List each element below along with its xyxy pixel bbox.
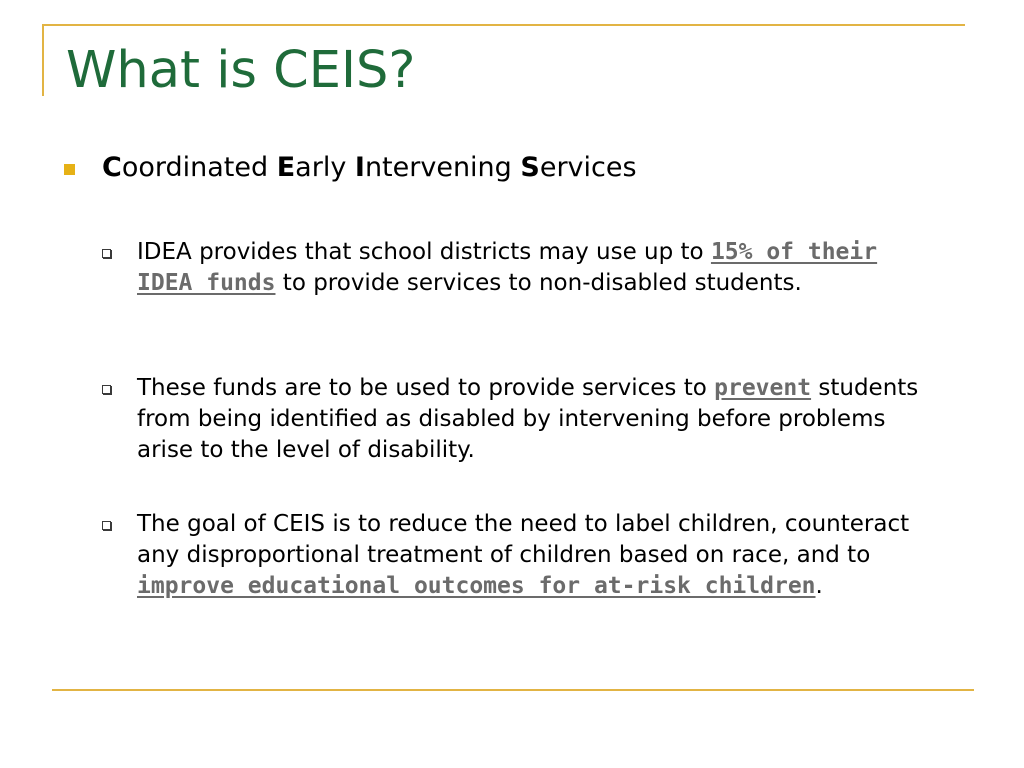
word-rest-services: ervices — [539, 152, 637, 183]
sub-bullet-text-after: students from being identified as disabled by intervening before problems arise to the level of disability. — [137, 375, 919, 463]
hollow-box-bullet-icon — [102, 249, 111, 258]
link-prevent[interactable]: prevent — [714, 375, 812, 401]
link-15-percent-funds[interactable]: 15% of their IDEA funds — [137, 239, 878, 296]
top-frame-line — [42, 24, 965, 26]
sub-bullet-text-after: to provide services to non-disabled students. — [275, 270, 802, 296]
main-bullet-text — [102, 148, 637, 188]
word-rest-early: arly — [295, 152, 355, 183]
hollow-box-bullet-icon — [102, 521, 111, 530]
acronym-letter-c: C — [102, 152, 122, 183]
acronym-letter-s: S — [520, 152, 540, 183]
sub-bullet-text — [137, 373, 927, 466]
left-frame-line — [42, 24, 44, 96]
hollow-box-bullet-icon — [102, 385, 111, 394]
acronym-letter-e: E — [276, 152, 296, 183]
sub-bullet-text-before: The goal of CEIS is to reduce the need to label children, counteract any disproportional treatment of children based on race, and to — [137, 511, 910, 568]
acronym-letter-i: I — [354, 152, 365, 183]
word-rest-coordinated: oordinated — [121, 152, 277, 183]
slide-title: What is CEIS? — [66, 41, 416, 100]
square-bullet-icon — [64, 164, 75, 175]
bottom-divider-line — [52, 689, 974, 691]
sub-bullet-text-before: These funds are to be used to provide services to — [137, 375, 715, 401]
word-rest-intervening: ntervening — [364, 152, 521, 183]
sub-bullet-text — [137, 237, 927, 299]
sub-bullet-text-after: . — [815, 573, 823, 599]
sub-bullet-text-before: IDEA provides that school districts may use up to — [137, 239, 711, 265]
link-improve-outcomes[interactable]: improve educational outcomes for at-risk children — [137, 573, 816, 599]
sub-bullet-text — [137, 509, 927, 602]
